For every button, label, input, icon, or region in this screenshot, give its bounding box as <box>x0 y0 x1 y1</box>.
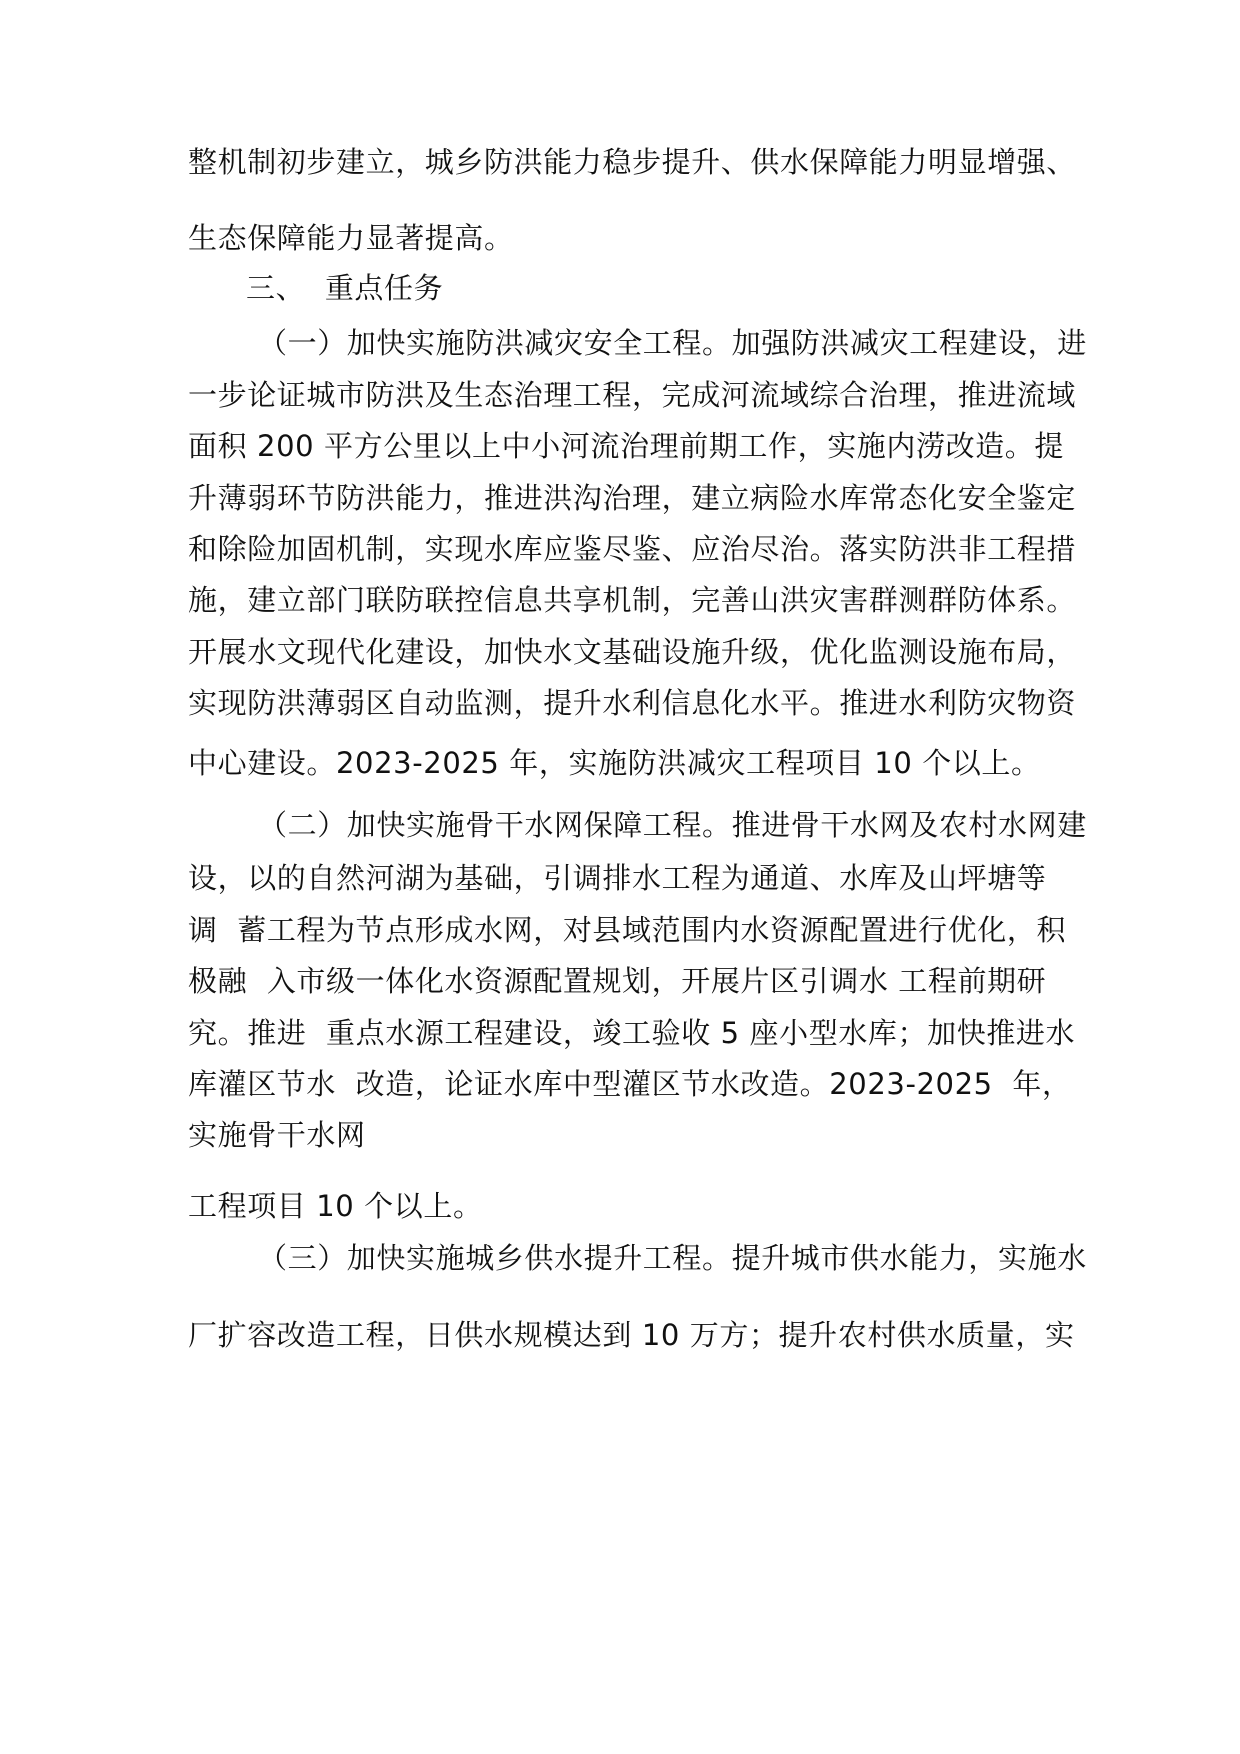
paragraph-line: （二）加快实施骨干水网保障工程。推进骨干水网及农村水网建 <box>258 808 1087 842</box>
paragraph-line: 整机制初步建立，城乡防洪能力稳步提升、供水保障能力明显增强、 <box>188 145 1077 179</box>
paragraph-line: 开展水文现代化建设，加快水文基础设施升级，优化监测设施布局， <box>188 635 1077 669</box>
paragraph-line: 和除险加固机制，实现水库应鉴尽鉴、应治尽治。落实防洪非工程措 <box>188 532 1077 566</box>
paragraph-line: 库灌区节水 改造，论证水库中型灌区节水改造。2023-2025 年， <box>188 1067 1072 1101</box>
paragraph-line: 实施骨干水网 <box>188 1118 366 1152</box>
paragraph-line: （一）加快实施防洪减灾安全工程。加强防洪减灾工程建设，进 <box>258 326 1087 360</box>
paragraph-line: 升薄弱环节防洪能力，推进洪沟治理，建立病险水库常态化安全鉴定 <box>188 481 1077 515</box>
paragraph-line: 厂扩容改造工程，日供水规模达到 10 万方；提升农村供水质量，实 <box>188 1318 1075 1352</box>
paragraph-line: 面积 200 平方公里以上中小河流治理前期工作，实施内涝改造。提 <box>188 429 1064 463</box>
paragraph-line: 生态保障能力显著提高。 <box>188 221 514 255</box>
paragraph-line: 中心建设。2023-2025 年，实施防洪减灾工程项目 10 个以上。 <box>188 746 1041 780</box>
paragraph-line: 一步论证城市防洪及生态治理工程，完成河流域综合治理，推进流域 <box>188 378 1077 412</box>
section-heading: 三、 重点任务 <box>246 271 444 305</box>
paragraph-line: 设，以的自然河湖为基础，引调排水工程为通道、水库及山坪塘等 <box>188 861 1047 895</box>
paragraph-line: 究。推进 重点水源工程建设，竣工验收 5 座小型水库；加快推进水 <box>188 1016 1076 1050</box>
paragraph-line: 极融 入市级一体化水资源配置规划，开展片区引调水 工程前期研 <box>188 964 1047 998</box>
paragraph-line: （三）加快实施城乡供水提升工程。提升城市供水能力，实施水 <box>258 1241 1087 1275</box>
paragraph-line: 施，建立部门联防联控信息共享机制，完善山洪灾害群测群防体系。 <box>188 583 1077 617</box>
paragraph-line: 实现防洪薄弱区自动监测，提升水利信息化水平。推进水利防灾物资 <box>188 686 1077 720</box>
paragraph-line: 调 蓄工程为节点形成水网，对县域范围内水资源配置进行优化，积 <box>188 913 1067 947</box>
paragraph-line: 工程项目 10 个以上。 <box>188 1189 483 1223</box>
